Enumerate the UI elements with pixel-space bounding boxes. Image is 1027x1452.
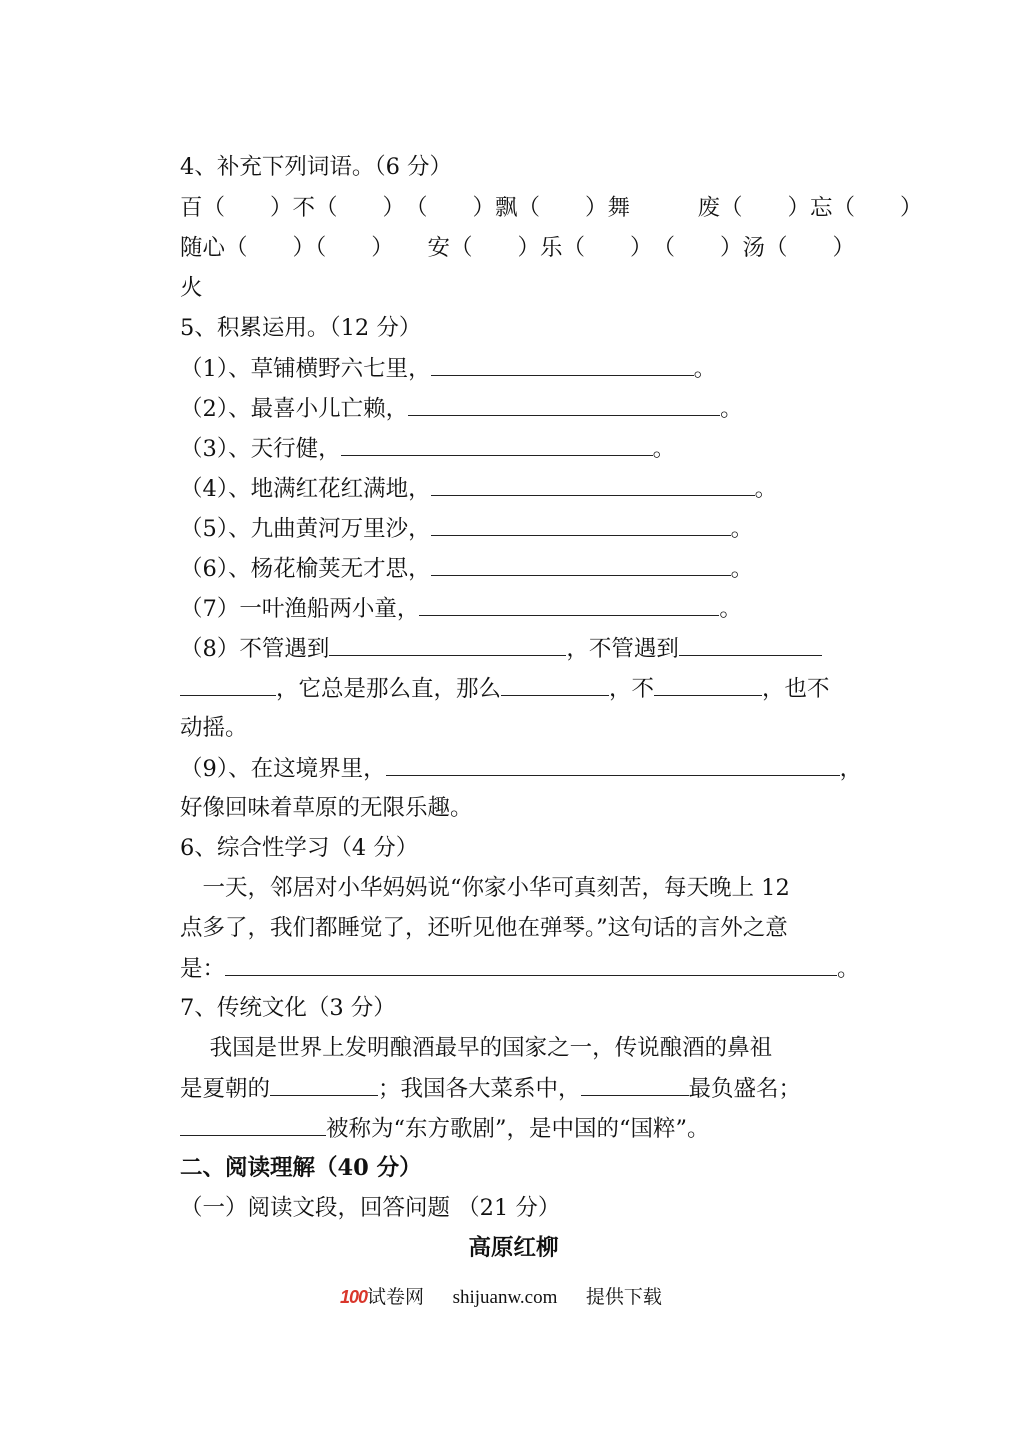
q7-text-d: 被称为“东方歌剧”，是中国的“国粹”。 bbox=[326, 1116, 710, 1142]
item-end: 。 bbox=[730, 556, 754, 582]
item8-text-d: ，不 bbox=[609, 676, 655, 702]
q6-line3 bbox=[180, 953, 860, 984]
q7-title: 7、传统文化（3 分） bbox=[180, 995, 396, 1021]
q5-item-9-line1 bbox=[180, 753, 862, 784]
q7-line1: 我国是世界上发明酿酒最早的国家之一，传说酿酒的鼻祖 bbox=[180, 1035, 773, 1061]
answer-blank[interactable] bbox=[581, 1073, 689, 1096]
answer-blank[interactable] bbox=[431, 473, 755, 496]
q5-item-7 bbox=[180, 593, 742, 624]
q4-row1: 百（ ）不（ ） （ ）飘（ ）舞 废（ ）忘（ ） bbox=[180, 195, 923, 221]
item-end: 。 bbox=[720, 396, 743, 422]
q5-item-5 bbox=[180, 513, 753, 544]
item-prefix: （3）、天行健， bbox=[180, 436, 341, 462]
site-url[interactable]: shijuanw.com bbox=[452, 1287, 558, 1308]
section2-sub: （一）阅读文段，回答问题 （21 分） bbox=[180, 1195, 561, 1221]
item-end: 。 bbox=[730, 516, 754, 542]
answer-blank[interactable] bbox=[180, 673, 276, 696]
item-end: 。 bbox=[719, 596, 742, 622]
answer-blank[interactable] bbox=[270, 1073, 378, 1096]
item-prefix: （4）、地满红花红满地， bbox=[180, 476, 431, 502]
q4-title: 4、补充下列词语。（6 分） bbox=[180, 154, 453, 180]
answer-blank[interactable] bbox=[180, 1113, 326, 1136]
answer-blank[interactable] bbox=[341, 433, 653, 456]
footer-watermark bbox=[340, 1283, 662, 1312]
item8-text-c: ，它总是那么直，那么 bbox=[276, 676, 502, 702]
footer-note: 提供下载 bbox=[585, 1287, 662, 1308]
q7-text-b: ；我国各大菜系中， bbox=[378, 1076, 581, 1102]
answer-blank[interactable] bbox=[225, 953, 837, 976]
item-prefix: （2）、最喜小儿亡赖， bbox=[180, 396, 409, 422]
logo-text: 试卷网 bbox=[367, 1287, 425, 1308]
q5-item-9-line2: 好像回味着草原的无限乐趣。 bbox=[180, 795, 473, 821]
q5-item-3 bbox=[180, 433, 675, 464]
q5-item-8-line2 bbox=[180, 673, 830, 704]
item-prefix: （1）、草铺横野六七里， bbox=[180, 356, 431, 382]
article-title: 高原红柳 bbox=[468, 1235, 559, 1261]
q4-row3: 火 bbox=[180, 275, 203, 301]
q6-title: 6、综合性学习（4 分） bbox=[180, 835, 419, 861]
q5-item-8-line3: 动摇。 bbox=[180, 715, 248, 741]
item8-text-e: ，也不 bbox=[762, 676, 830, 702]
item-prefix: （6）、杨花榆荚无才思， bbox=[180, 556, 431, 582]
q7-line3 bbox=[180, 1113, 710, 1144]
logo-100-icon: 100 bbox=[340, 1287, 368, 1307]
q6-prefix: 是： bbox=[180, 956, 226, 982]
item9-text-b: ， bbox=[839, 756, 863, 782]
q5-title: 5、积累运用。（12 分） bbox=[180, 315, 422, 341]
answer-blank[interactable] bbox=[431, 353, 694, 376]
answer-blank[interactable] bbox=[679, 633, 822, 656]
answer-blank[interactable] bbox=[408, 393, 720, 416]
answer-blank[interactable] bbox=[431, 513, 731, 536]
answer-blank[interactable] bbox=[654, 673, 762, 696]
q6-line1: 一天，邻居对小华妈妈说“你家小华可真刻苦，每天晚上 12 bbox=[180, 875, 790, 901]
item-end: 。 bbox=[754, 476, 778, 502]
item-end: 。 bbox=[693, 356, 717, 382]
q5-item-8-line1 bbox=[180, 633, 822, 664]
q7-text-c: 最负盛名； bbox=[688, 1076, 802, 1102]
answer-blank[interactable] bbox=[419, 593, 719, 616]
item8-text-b: ，不管遇到 bbox=[566, 636, 679, 662]
item9-text-a: （9）、在这境界里， bbox=[180, 756, 386, 782]
q6-end: 。 bbox=[837, 956, 860, 982]
q5-item-6 bbox=[180, 553, 753, 584]
q5-item-1 bbox=[180, 353, 716, 384]
answer-blank[interactable] bbox=[329, 633, 566, 656]
q5-item-2 bbox=[180, 393, 743, 424]
section2-title: 二、阅读理解（40 分） bbox=[180, 1155, 422, 1181]
item-prefix: （5）、九曲黄河万里沙， bbox=[180, 516, 431, 542]
item8-text-a: （8）不管遇到 bbox=[180, 636, 330, 662]
answer-blank[interactable] bbox=[501, 673, 609, 696]
q5-item-4 bbox=[180, 473, 777, 504]
item-end: 。 bbox=[652, 436, 676, 462]
q7-text-a: 是夏朝的 bbox=[180, 1076, 271, 1102]
item-prefix: （7）一叶渔船两小童， bbox=[180, 596, 420, 622]
q7-line2 bbox=[180, 1073, 801, 1104]
answer-blank[interactable] bbox=[431, 553, 731, 576]
q6-line2: 点多了，我们都睡觉了，还听见他在弹琴。”这句话的言外之意 bbox=[180, 915, 788, 941]
q4-row2: 随心（ ）（ ） 安（ ）乐（ ） （ ）汤（ ） bbox=[180, 235, 856, 261]
answer-blank[interactable] bbox=[386, 753, 840, 776]
